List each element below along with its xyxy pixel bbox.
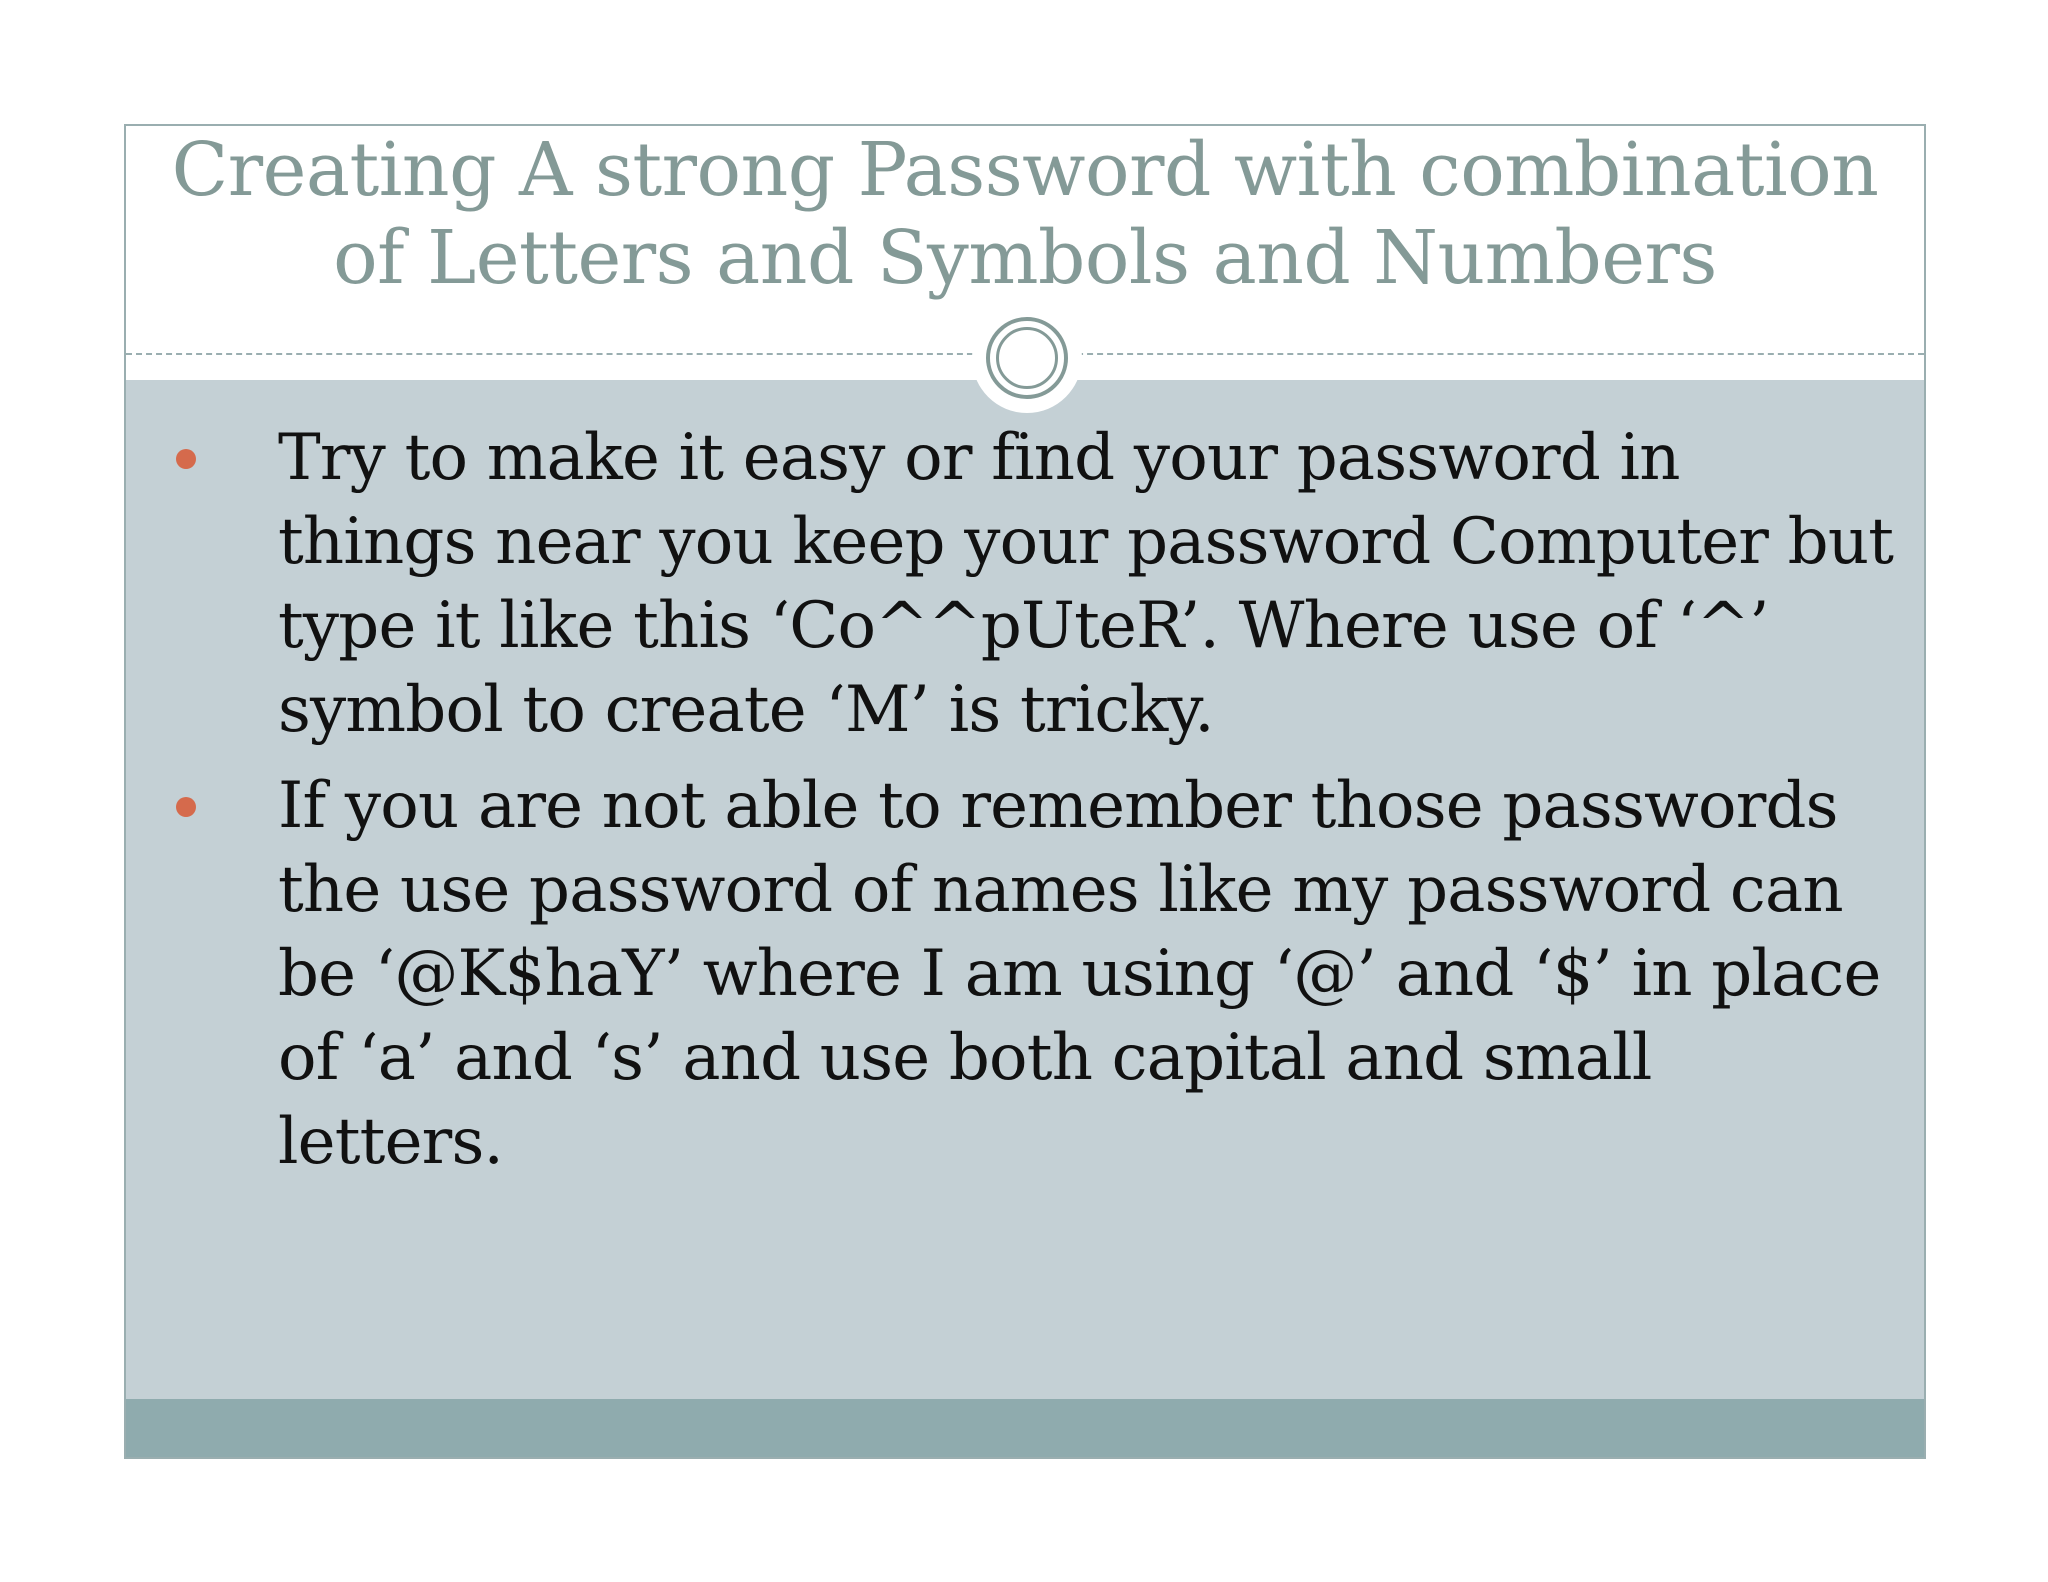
slide-frame	[124, 124, 1926, 1459]
bullet-text: Try to make it easy or find your password in things near you keep your password Computer but type it like this ‘Co^^pUteR’. Where use of ‘^’ symbol to create ‘M’ is tricky.	[278, 421, 1894, 747]
bullet-dot-icon	[176, 449, 196, 469]
footer-bar	[126, 1399, 1924, 1459]
ornament-inner-ring	[996, 327, 1058, 389]
bullet-text: If you are not able to remember those passwords the use password of names like my password can be ‘@K$haY’ where I am using ‘@’ and ‘$’ in place of ‘a’ and ‘s’ and use both capital and small letters.	[278, 769, 1881, 1179]
bullet-item	[176, 764, 1896, 1184]
double-ring-icon	[972, 303, 1082, 413]
slide-title: Creating A strong Password with combination of Letters and Symbols and Numbers	[171, 127, 1879, 301]
content-area	[126, 380, 1924, 1399]
ornament-outer-ring	[986, 317, 1068, 399]
bullet-dot-icon	[176, 797, 196, 817]
bullet-item	[176, 416, 1896, 752]
bullet-list	[176, 416, 1896, 1196]
